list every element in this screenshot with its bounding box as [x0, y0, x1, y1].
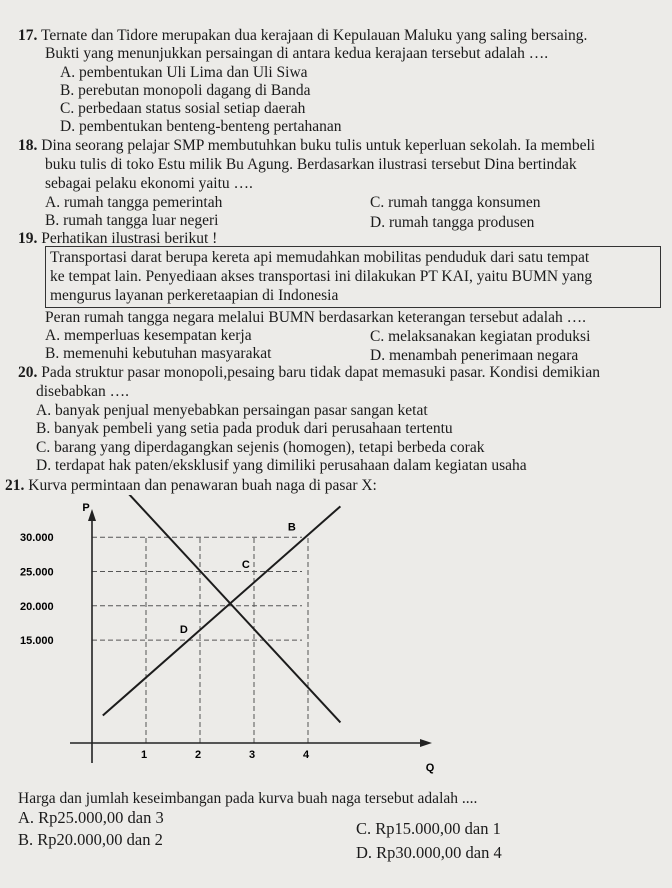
q19-box-line1: Transportasi darat berupa kereta api memudahkan mobilitas penduduk dari satu tempat — [50, 249, 590, 266]
q20-stem-text1: Pada struktur pasar monopoli,pesaing baru tidak dapat memasuki pasar. Kondisi demikian — [41, 364, 600, 381]
point-label-b: B — [287, 521, 296, 534]
q19-intro: Perhatikan ilustrasi berikut ! — [41, 230, 218, 247]
q19-question: Peran rumah tangga negara melalui BUMN berdasarkan keterangan tersebut adalah …. — [45, 309, 586, 326]
q19-option-d[interactable]: D. menambah penerimaan negara — [370, 347, 579, 364]
q20-option-d[interactable]: D. terdapat hak paten/eksklusif yang dimiliki perusahaan dalam kegiatan usaha — [36, 457, 527, 474]
q21-question: Harga dan jumlah keseimbangan pada kurva buah naga tersebut adalah .... — [18, 790, 478, 807]
q20-stem-line2: disebabkan …. — [36, 383, 129, 400]
y-tick-label: 25.000 — [20, 566, 54, 579]
x-tick-label: 2 — [194, 749, 202, 761]
q20-option-c[interactable]: C. barang yang diperdagangkan sejenis (homogen), tetapi berbeda corak — [36, 439, 485, 456]
y-tick-label: 15.000 — [20, 635, 54, 648]
q17-option-a[interactable]: A. pembentukan Uli Lima dan Uli Siwa — [60, 64, 308, 81]
q21-stem-line — [5, 477, 377, 495]
q21-option-c[interactable]: C. Rp15.000,00 dan 1 — [356, 819, 501, 838]
y-axis-label: P — [82, 502, 90, 514]
q17-stem-line1 — [18, 27, 587, 45]
x-tick-label: 3 — [248, 749, 256, 761]
supply-demand-chart — [0, 495, 460, 785]
q20-option-b[interactable]: B. banyak pembeli yang setia pada produk dari perusahaan tertentu — [36, 420, 453, 437]
q19-box-line2: ke tempat lain. Penyediaan akses transportasi ini dilakukan PT KAI, yaitu BUMN yang — [50, 268, 593, 285]
y-tick-label: 20.000 — [20, 600, 54, 613]
q21-option-a[interactable]: A. Rp25.000,00 dan 3 — [18, 808, 164, 827]
q18-option-a[interactable]: A. rumah tangga pemerintah — [45, 194, 223, 211]
q18-option-c[interactable]: C. rumah tangga konsumen — [370, 194, 541, 211]
q17-stem-text1: Ternate dan Tidore merupakan dua kerajaan di Kepulauan Maluku yang saling bersaing. — [40, 27, 588, 44]
point-label-c: C — [241, 559, 250, 572]
q20-option-a[interactable]: A. banyak penjual menyebabkan persaingan pasar sangan ketat — [36, 402, 428, 419]
point-label-d: D — [179, 624, 188, 637]
q18-stem-text1: Dina seorang pelajar SMP membutuhkan buku tulis untuk keperluan sekolah. Ia membeli — [41, 137, 596, 154]
q17-option-c[interactable]: C. perbedaan status sosial setiap daerah — [60, 100, 306, 117]
q17-number: 17. — [18, 27, 38, 44]
q19-number: 19. — [18, 230, 38, 247]
q21-option-d[interactable]: D. Rp30.000,00 dan 4 — [356, 843, 502, 862]
q19-illustration-box — [45, 246, 661, 308]
x-tick-label: 4 — [302, 749, 310, 761]
q21-number: 21. — [5, 477, 25, 494]
x-axis-arrow — [420, 739, 432, 747]
x-tick-label: 1 — [140, 749, 148, 761]
q20-number: 20. — [18, 364, 38, 381]
y-tick-label: 30.000 — [20, 532, 54, 545]
q19-box-line3: mengurus layanan perkeretaapian di Indonesia — [50, 287, 339, 304]
demand-curve — [124, 495, 340, 722]
q18-number: 18. — [18, 137, 38, 154]
q19-option-c[interactable]: C. melaksanakan kegiatan produksi — [370, 328, 591, 345]
q18-stem-line1 — [18, 137, 595, 155]
q18-stem-line3: sebagai pelaku ekonomi yaitu …. — [45, 175, 253, 192]
q21-stem: Kurva permintaan dan penawaran buah naga di pasar X: — [28, 477, 377, 494]
q17-stem-line2: Bukti yang menunjukkan persaingan di antara kedua kerajaan tersebut adalah …. — [45, 45, 549, 62]
q19-option-b[interactable]: B. memenuhi kebutuhan masyarakat — [45, 345, 272, 362]
q20-stem-line1 — [18, 364, 600, 382]
q17-option-b[interactable]: B. perebutan monopoli dagang di Banda — [60, 82, 311, 99]
q18-option-d[interactable]: D. rumah tangga produsen — [370, 214, 535, 231]
q18-option-b[interactable]: B. rumah tangga luar negeri — [45, 212, 219, 229]
q19-option-a[interactable]: A. memperluas kesempatan kerja — [45, 327, 252, 344]
q21-option-b[interactable]: B. Rp20.000,00 dan 2 — [18, 830, 163, 849]
q17-option-d[interactable]: D. pembentukan benteng-benteng pertahanan — [60, 118, 342, 135]
q18-stem-line2: buku tulis di toko Estu milik Bu Agung. Berdasarkan ilustrasi tersebut Dina bertindak — [45, 156, 577, 173]
x-axis-label: Q — [425, 762, 435, 774]
